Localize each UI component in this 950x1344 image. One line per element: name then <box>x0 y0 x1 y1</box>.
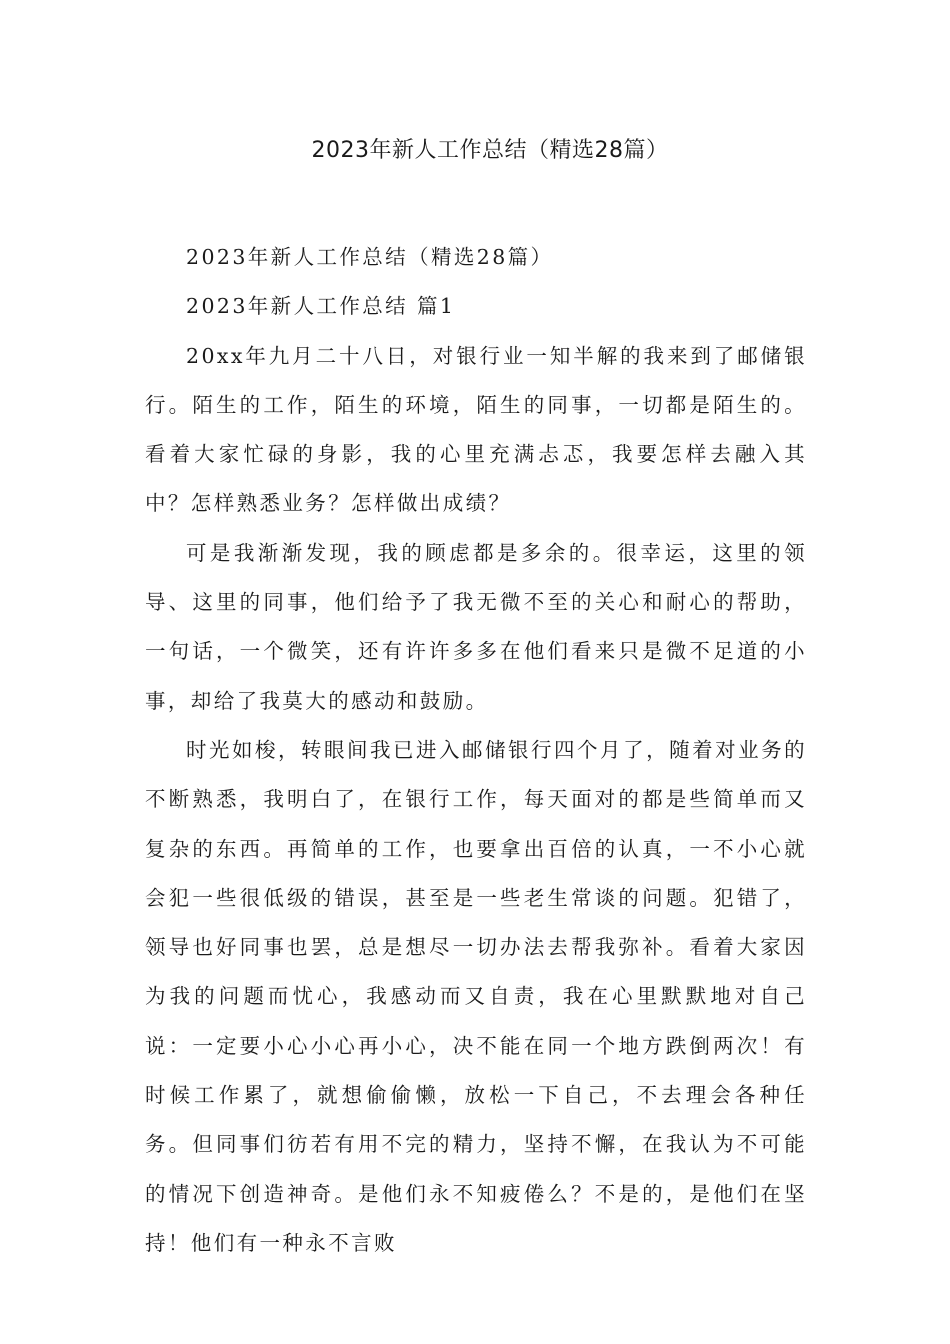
section-heading: 2023年新人工作总结 篇1 <box>186 294 456 319</box>
document-title: 2023年新人工作总结（精选28篇） <box>311 138 669 163</box>
paragraph: 20xx年九月二十八日，对银行业一知半解的我来到了邮储银行。陌生的工作，陌生的环境，陌生的同事，一切都是陌生的。看着大家忙碌的身影，我的心里充满忐忑，我要怎样去融入其中？怎样熟悉业务？怎样做出成绩？ <box>145 343 807 516</box>
paragraph: 时光如梭，转眼间我已进入邮储银行四个月了，随着对业务的不断熟悉，我明白了，在银行工作，每天面对的都是些简单而又复杂的东西。再简单的工作，也要拿出百倍的认真，一不小心就会犯一些很低级的错误，甚至是一些老生常谈的问题。犯错了，领导也好同事也罢，总是想尽一切办法去帮我弥补。看着大家因为我的问题而忧心，我感动而又自责，我在心里默默地对自己说：一定要小心小心再小心，决不能在同一个地方跌倒两次！有时候工作累了，就想偷偷懒，放松一下自己，不去理会各种任务。但同事们彷若有用不完的精力，坚持不懈，在我认为不可能的情况下创造神奇。是他们永不知疲倦么？不是的，是他们在坚持！他们有一种永不言败 <box>145 737 807 1255</box>
paragraph: 可是我渐渐发现，我的顾虑都是多余的。很幸运，这里的领导、这里的同事，他们给予了我无微不至的关心和耐心的帮助，一句话，一个微笑，还有许许多多在他们看来只是微不足道的小事，却给了我莫大的感动和鼓励。 <box>145 540 807 713</box>
document-body <box>145 233 807 1268</box>
document-subtitle: 2023年新人工作总结（精选28篇） <box>186 245 554 269</box>
